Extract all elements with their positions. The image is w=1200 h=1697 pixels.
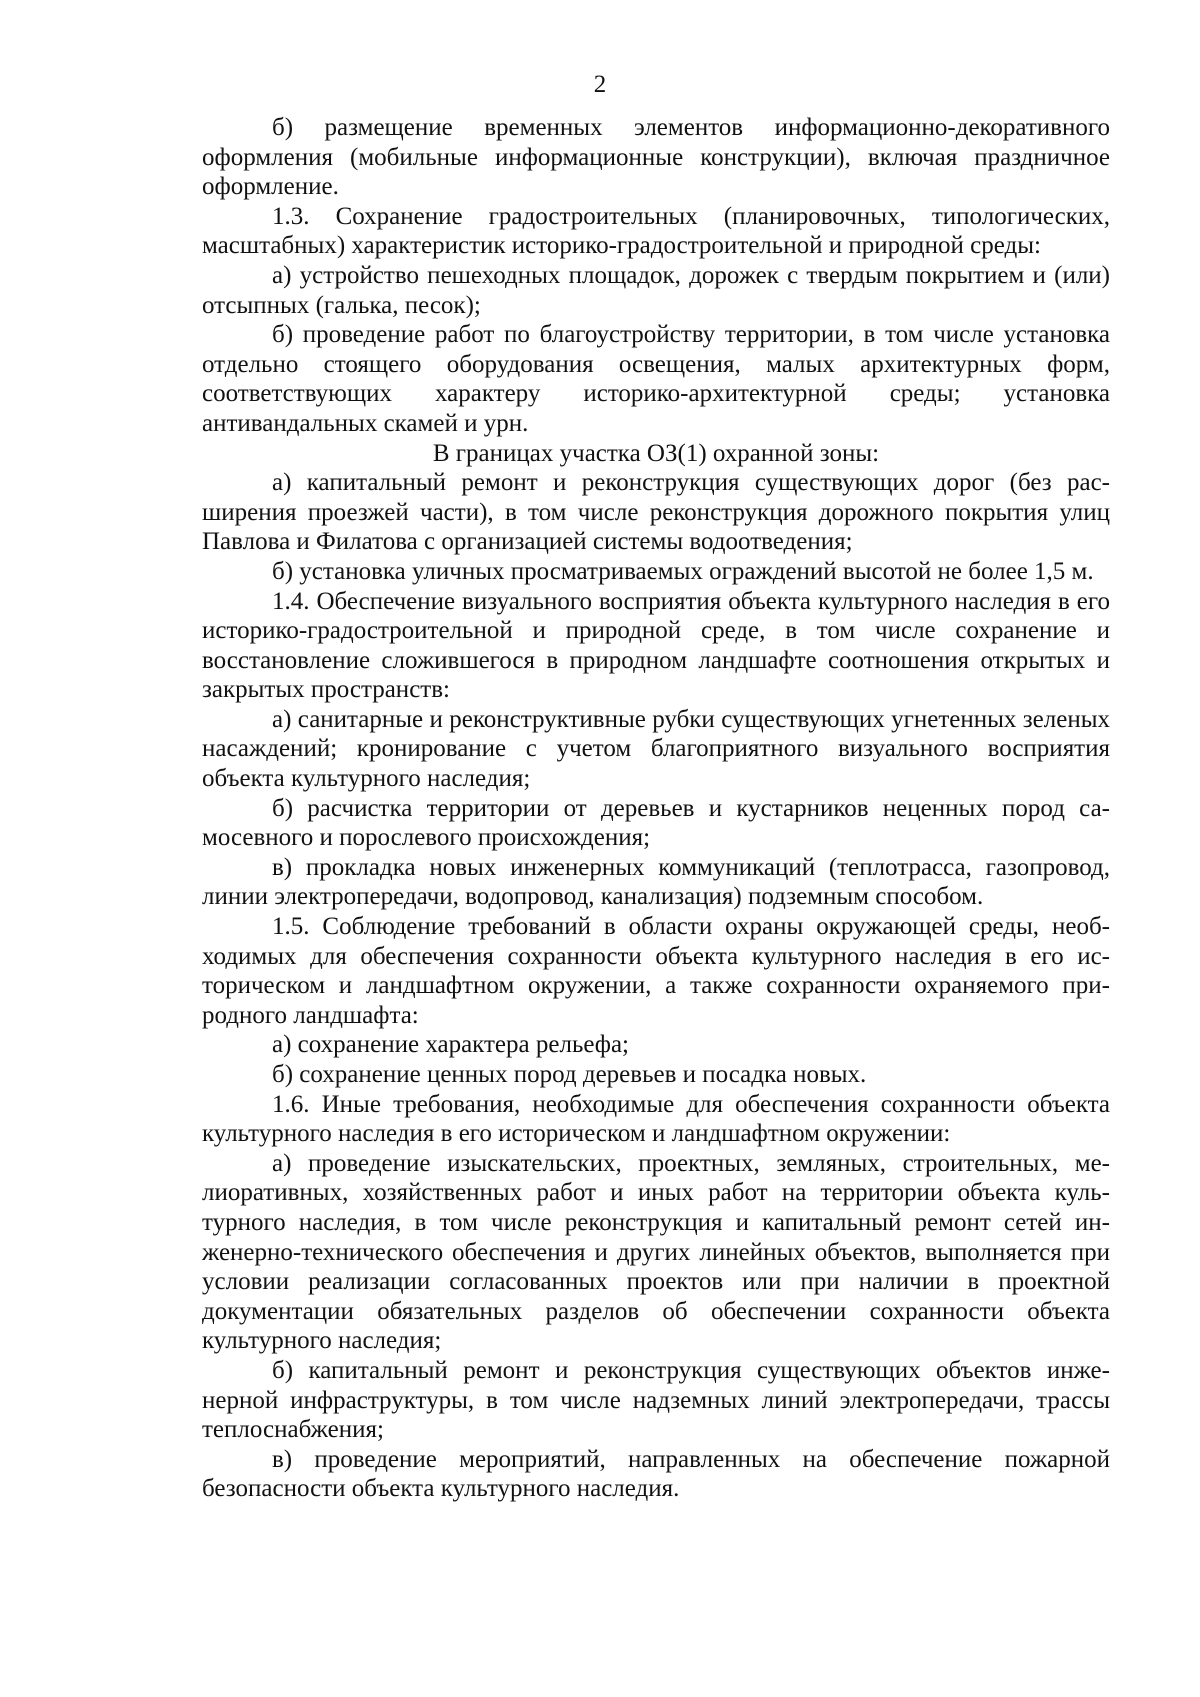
paragraph-1-5-a: а) сохранение характера рельефа;	[272, 1031, 629, 1059]
paragraph-oz1-a: а) капитальный ремонт и реконструкция существующих дорог (без расширения проезжей части), в том числе реконструкция дорожного покрытия улиц Павлова и Филатова с организацией системы водоотведения;	[202, 469, 1110, 556]
paragraph-1-3-b: б) проведение работ по благоустройству территории, в том числе установка отдельно стоящего оборудования освещения, малых архитектурных форм, соответствующих характеру историко-архитектурной среды; установка антивандальных скамей и урн.	[202, 321, 1110, 437]
page-number: 2	[593, 71, 607, 98]
paragraph-1-4-heading: 1.4. Обеспечение визуального восприятия объекта культурного наследия в его историко-градостроительной и природной среде, в том числе сохранение и восстановление сложившегося в природном ландшафте соотношения открытых и закрытых пространств:	[202, 587, 1110, 704]
paragraph-1-4-a: а) санитарные и реконструктивные рубки существующих угнетенных зеленых насаждений; кронирование с учетом благоприятного визуального восприятия объекта культурного наследия;	[202, 705, 1110, 793]
paragraph-1-5-b: б) сохранение ценных пород деревьев и посадка новых.	[272, 1061, 867, 1088]
paragraph-1-4-c: в) прокладка новых инженерных коммуникаций (теплотрасса, газопровод, линии электропередачи, водопровод, канализация) подземным способом.	[202, 853, 1110, 911]
paragraph-1-6-heading: 1.6. Иные требования, необходимые для обеспечения сохранности объекта культурного наследия в его историческом и ландшафтном окружении:	[202, 1090, 1110, 1148]
document-body	[202, 113, 1110, 1504]
paragraph-1-4-b: б) расчистка территории от деревьев и кустарников неценных пород самосевного и порослевого происхождения;	[202, 794, 1110, 852]
paragraph-oz1-b: б) установка уличных просматриваемых ограждений высотой не более 1,5 м.	[272, 557, 1094, 585]
paragraph-1-6-c: в) проведение мероприятий, направленных на обеспечение пожарной безопасности объекта культурного наследия.	[202, 1445, 1110, 1503]
paragraph-1-3-a: а) устройство пешеходных площадок, дорожек с твердым покрытием и (или) отсыпных (галька, песок);	[202, 261, 1110, 319]
paragraph-1-6-a: а) проведение изыскательских, проектных, земляных, строительных, мелиоративных, хозяйственных работ и иных работ на территории объекта культурного наследия, в том числе реконструкция и капитальный ремонт сетей инженерно-технического обеспечения и других линейных объектов, выполняется при условии реализации согласованных проектов или при наличии в проектной документации обязательных разделов об обеспечении сохранности объекта культурного наследия;	[202, 1149, 1110, 1355]
paragraph-1b-decor: б) размещение временных элементов информационно-декоративного оформления (мобильные информационные конструкции), включая праздничное оформление.	[202, 114, 1110, 201]
paragraph-1-3-heading: 1.3. Сохранение градостроительных (планировочных, типологических, масштабных) характеристик историко-градостроительной и природной среды:	[202, 202, 1110, 260]
zone-oz1-subheading: В границах участка ОЗ(1) охранной зоны:	[432, 439, 880, 467]
paragraph-1-6-b: б) капитальный ремонт и реконструкция существующих объектов инженерной инфраструктуры, в том числе надземных линий электропередачи, трассы теплоснабжения;	[202, 1356, 1110, 1444]
paragraph-1-5-heading: 1.5. Соблюдение требований в области охраны окружающей среды, необходимых для обеспечения сохранности объекта культурного наследия в его историческом и ландшафтном окружении, а также сохранности охраняемого природного ландшафта:	[202, 913, 1110, 1029]
